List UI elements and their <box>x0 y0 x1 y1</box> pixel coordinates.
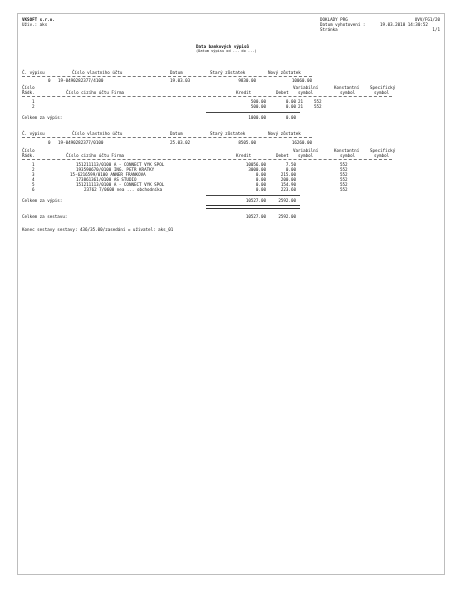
divider <box>22 137 312 138</box>
row-line: 5 <box>32 182 35 187</box>
statement-date: 19.03.03 <box>170 78 191 83</box>
row-constant-symbol: 552 <box>314 104 322 109</box>
grand-total-label: Celkem za sestavu: <box>22 214 68 219</box>
total-divider <box>206 112 300 113</box>
statement-total-debit: 2592.00 <box>278 198 296 203</box>
row-constant-symbol: 552 <box>340 167 348 172</box>
col-constant: Konstantní <box>334 85 360 90</box>
statement-date: 25.03.02 <box>170 140 191 145</box>
statement-total-label: Celkem za výpis: <box>22 198 63 203</box>
col-old-balance: Starý zůstatek <box>210 70 246 75</box>
statement-total-credit: 1000.00 <box>248 115 266 120</box>
program-code: DOKLADY PRG <box>320 17 348 22</box>
report-page <box>17 13 445 575</box>
col-specific-symbol: symbol <box>374 153 390 158</box>
user-label: Uživ.: aks <box>22 22 48 27</box>
row-debit: 7.50 <box>285 162 296 167</box>
row-credit: 3000.00 <box>248 167 266 172</box>
col-statement-number: Č. výpisu <box>22 70 45 75</box>
total-divider <box>206 195 300 196</box>
row-credit: 500.00 <box>250 104 266 109</box>
col-number: Číslo <box>22 85 35 90</box>
row-line: 1 <box>32 99 35 104</box>
col-foreign-account: Číslo cizího účtu Firma <box>66 153 124 158</box>
row-credit: 0.00 <box>255 177 266 182</box>
col-new-balance: Nový zůstatek <box>268 131 301 136</box>
statement-number: 0 <box>48 140 51 145</box>
row-line: 3 <box>32 172 35 177</box>
old-balance: 8505.00 <box>238 140 256 145</box>
row-line: 4 <box>32 177 35 182</box>
statement-number: 0 <box>48 78 51 83</box>
col-variable-symbol: symbol <box>298 153 314 158</box>
row-debit: 200.00 <box>280 177 296 182</box>
new-balance: 16260.00 <box>291 140 312 145</box>
footer-note: Konec sestavy sestavy: 436/35.00/zasedání = uživatel: aks_01 <box>22 227 174 232</box>
page-title: Data bankových výpisů <box>196 44 249 49</box>
old-balance: 9830.00 <box>238 78 256 83</box>
col-date: Datum <box>170 70 183 75</box>
date-value: 19.03.2010 14:30:52 <box>380 22 428 27</box>
row-constant-symbol: 552 <box>340 162 348 167</box>
col-variable: Variabilní <box>293 85 319 90</box>
row-line: 2 <box>32 104 35 109</box>
row-debit: 223.60 <box>280 187 296 192</box>
row-account: 15-6216599/0100 ANNER FRANKOVA <box>70 172 146 177</box>
row-constant-symbol: 552 <box>340 172 348 177</box>
row-credit: 500.00 <box>250 99 266 104</box>
col-number: Číslo <box>22 148 35 153</box>
statement-total-label: Celkem za výpis: <box>22 115 63 120</box>
col-specific: Specifický <box>370 85 396 90</box>
col-date: Datum <box>170 131 183 136</box>
statement-total-credit: 10527.00 <box>245 198 266 203</box>
row-account: 173861361/0100 AS STUDIO <box>76 177 137 182</box>
col-constant: Konstantní <box>334 148 360 153</box>
row-debit: 0.00 <box>285 167 296 172</box>
own-account: 19-0490282377/4100 <box>58 78 104 83</box>
own-account: 19-0490282377/0100 <box>58 140 104 145</box>
row-debit: 215.00 <box>280 172 296 177</box>
row-credit: 0.00 <box>255 187 266 192</box>
row-account: 23762 7/0600 nea ... obchodníka <box>84 187 163 192</box>
row-debit: 154.90 <box>280 182 296 187</box>
total-double-rule <box>206 205 300 209</box>
col-foreign-account: Číslo cizího účtu Firma <box>66 90 124 95</box>
row-credit: 0.00 <box>255 182 266 187</box>
col-constant-symbol: symbol <box>340 153 356 158</box>
grand-total-credit: 10527.00 <box>245 214 266 219</box>
page-number: 1/1 <box>432 27 440 32</box>
col-debit: Debet <box>276 90 289 95</box>
statement-total-debit: 0.00 <box>285 115 296 120</box>
col-line: Řádk. <box>22 153 35 158</box>
divider <box>22 159 392 160</box>
row-account: 151211113/0100 A - CONNECT VYK SPOL <box>76 182 165 187</box>
col-credit: Kredit <box>236 90 252 95</box>
date-label: Datum vyhotovení : <box>320 22 366 27</box>
col-specific-symbol: symbol <box>374 90 390 95</box>
divider <box>22 76 312 77</box>
col-own-account: Číslo vlastního účtu <box>72 131 123 136</box>
col-credit: Kredit <box>236 153 252 158</box>
col-new-balance: Nový zůstatek <box>268 70 301 75</box>
col-statement-number: Č. výpisu <box>22 131 45 136</box>
row-constant-symbol: 552 <box>314 99 322 104</box>
col-own-account: Číslo vlastního účtu <box>72 70 123 75</box>
page-label: Stránka <box>320 27 338 32</box>
row-constant-symbol: 552 <box>340 182 348 187</box>
row-variable-symbol: 21 <box>298 99 304 104</box>
row-constant-symbol: 552 <box>340 187 348 192</box>
row-line: 1 <box>32 162 35 167</box>
row-constant-symbol: 552 <box>340 177 348 182</box>
col-variable: Variabilní <box>293 148 319 153</box>
row-credit: 10056.00 <box>245 162 266 167</box>
row-account: 151211113/0100 A - CONNECT VYK SPOL <box>76 162 165 167</box>
row-account: 193590670/0100 ING. PETR KRATKY <box>76 167 155 172</box>
col-debit: Debet <box>276 153 289 158</box>
row-credit: 0.00 <box>255 172 266 177</box>
bank-name: VKSOFT s.r.o. <box>22 17 55 22</box>
row-line: 2 <box>32 167 35 172</box>
grand-total-debit: 2592.00 <box>278 214 296 219</box>
report-code: UVV/FG1/20 <box>414 17 440 22</box>
row-variable-symbol: 21 <box>298 104 304 109</box>
row-line: 6 <box>32 187 35 192</box>
col-line: Řádk. <box>22 90 35 95</box>
divider <box>22 96 392 97</box>
row-debit: 0.00 <box>285 99 296 104</box>
row-debit: 0.00 <box>285 104 296 109</box>
col-variable-symbol: symbol <box>298 90 314 95</box>
new-balance: 10060.00 <box>291 78 312 83</box>
page-subtitle: (Datum výpisu od ... do ...) <box>196 49 257 53</box>
col-constant-symbol: symbol <box>340 90 356 95</box>
col-specific: Specifický <box>370 148 396 153</box>
col-old-balance: Starý zůstatek <box>210 131 246 136</box>
